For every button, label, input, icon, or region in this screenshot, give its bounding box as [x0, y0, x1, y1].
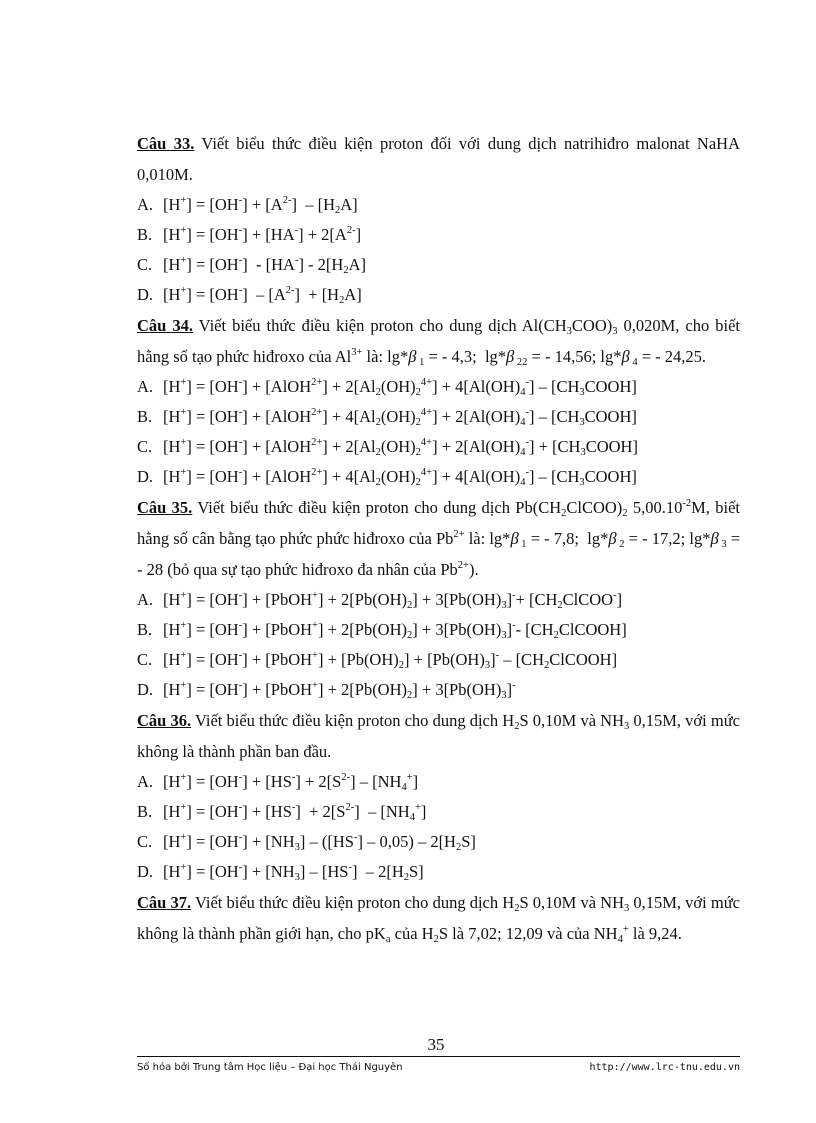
option-35-d: D. [H+] = [OH-] + [PbOH+] + $2[Pb(OH)_2] + 3[Pb(OH)_3]^-$	[137, 680, 516, 701]
option-33-c: C. $[H^+] = [OH^-] - [HA^-] - 2[H_2A]$	[137, 255, 367, 276]
question-36: Câu 36. Viết biểu thức điều kiện proton cho dung dịch $H_2S$ 0,10M và $NH_3$ 0,15M, với mức không là thành phần ban đầu.	[137, 711, 740, 761]
option-33-a: A. $[H^+] = [OH^-] + [A^{2-}] - [H_2A]$	[137, 195, 358, 216]
question-34: Câu 34. Viết biểu thức điều kiện proton cho dung dịch $Al(CH_3COO)_3$ 0,020M, cho biết hằng số tạo phức hiđroxo của $Al^{3+}$ là: lg*β $_1$ = - 4,3; lg*β $_{22}$ = - 14,56; lg*β $_4$ = - 24,25.	[137, 316, 740, 368]
footer-divider	[137, 1056, 740, 1057]
option-33-b: B. $[H^+] = [OH^-] + [HA^-] + 2[A^{2-}]$	[137, 225, 362, 244]
page-number: 35	[427, 1035, 445, 1054]
option-36-d: D. $[H^+] = [OH^-] + [NH_3] - [HS^-] - 2[H_2S]$	[137, 862, 424, 883]
page-content	[137, 128, 740, 949]
question-35: Câu 35. Viết biểu thức điều kiện proton cho dung dịch $Pb(CH_2ClCOO)_2$ $5,00.10^{-2}M$, biết hằng số cân bằng tạo phức phức hiđroxo của $Pb^{2+}$ là: lg*β $_1$ = - 7,8; lg*β $_2$ = - 17,2; lg*β $_3$ = - 28 (bỏ qua sự tạo phức hiđroxo đa nhân của $Pb^{2+}$).	[137, 498, 741, 579]
question-number: Câu 34.	[137, 316, 193, 335]
option-35-b: B. [H+] = [OH-] + [PbOH+] + $2[Pb(OH)_2] + 3[Pb(OH)_3]^--$ $[CH_2ClCOOH]$	[137, 620, 627, 641]
option-34-a: A. [H+] = [OH-] + [AlOH$^{2+}$] + $2[Al_2(OH)_2^{4+}] + 4[Al(OH)_4^-]$ – $[CH_3COOH]$	[137, 377, 637, 398]
footer-source: Số hóa bởi Trung tâm Học liệu – Đại học Thái Nguyên	[137, 1062, 403, 1073]
question-number: Câu 37.	[137, 893, 192, 912]
option-36-c: C. $[H^+] = [OH^-] + [NH_3] - ([HS^-] - 0,05) - 2[H_2S]$	[137, 832, 476, 853]
footer-url[interactable]: http://www.lrc-tnu.edu.vn	[589, 1062, 740, 1073]
footer	[137, 1062, 740, 1073]
question-33: Câu 33. Viết biểu thức điều kiện proton đối với dung dịch natrihiđro malonat NaHA 0,010M.	[137, 134, 741, 184]
option-34-c: C. [H+] = [OH-] + [AlOH$^{2+}$] + $2[Al_2(OH)_2^{4+}] + 2[Al(OH)_4^-]$ + $[CH_3COOH]$	[137, 437, 638, 458]
question-number: Câu 35.	[137, 498, 193, 517]
option-33-d: D. $[H^+] = [OH^-] - [A^{2-}] + [H_2A]$	[137, 285, 362, 306]
option-36-a: A. $[H^+] = [OH^-] + [HS^-] + 2[S^{2-}] - [NH_4^+]$	[137, 772, 419, 793]
option-35-a: A. [H+] = [OH-] + [PbOH+] + $2[Pb(OH)_2] + 3[Pb(OH)_3]^-+$ $[CH_2ClCOO^-]$	[137, 590, 623, 611]
question-number: Câu 36.	[137, 711, 192, 730]
option-34-b: B. [H+] = [OH-] + [AlOH$^{2+}$] + $4[Al_2(OH)_2^{4+}] + 2[Al(OH)_4^-]$ – $[CH_3COOH]$	[137, 407, 637, 428]
option-36-b: B. $[H^+] = [OH^-] + [HS^-] + 2[S^{2-}] - [NH_4^+]$	[137, 802, 427, 823]
question-37: Câu 37. Viết biểu thức điều kiện proton cho dung dịch $H_2S$ 0,10M và $NH_3$ 0,15M, với mức không là thành phần giới hạn, cho $pK_a$ của $H_2S$ là 7,02; 12,09 và của $NH_4^+$ là 9,24.	[137, 893, 740, 945]
question-number: Câu 33.	[137, 134, 195, 153]
option-34-d: D. [H+] = [OH-] + [AlOH$^{2+}$] + $4[Al_2(OH)_2^{4+}] + 4[Al(OH)_4^-]$ – $[CH_3COOH]$	[137, 467, 637, 488]
option-35-c: C. [H+] = [OH-] + [PbOH+] + $[Pb(OH)_2] + [Pb(OH)_3]^-$ – $[CH_2ClCOOH]$	[137, 650, 618, 671]
